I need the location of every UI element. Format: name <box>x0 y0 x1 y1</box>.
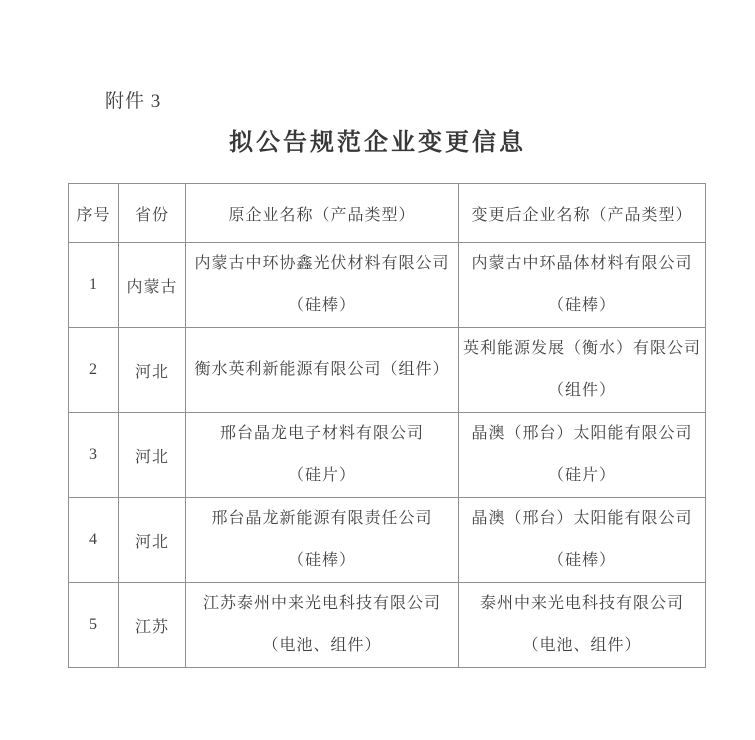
cell-seq-no: 3 <box>69 413 119 498</box>
header-old-name: 原企业名称（产品类型） <box>186 184 459 243</box>
cell-line: 内蒙古中环晶体材料有限公司 <box>471 255 693 272</box>
cell-new-name <box>459 413 706 498</box>
cell-seq-no: 2 <box>69 328 119 413</box>
page-title: 拟公告规范企业变更信息 <box>229 129 526 156</box>
cell-province: 河北 <box>119 498 186 583</box>
cell-new-name <box>459 498 706 583</box>
attachment-label: 附件 3 <box>105 91 162 112</box>
cell-new-name <box>459 328 706 413</box>
table-row <box>69 243 706 328</box>
header-province: 省份 <box>119 184 186 243</box>
table-header-row <box>69 184 706 243</box>
table-row <box>69 498 706 583</box>
cell-line: （硅棒） <box>287 297 356 314</box>
cell-line: （电池、组件） <box>522 637 642 654</box>
cell-line: 衡水英利新能源有限公司（组件） <box>194 361 450 378</box>
company-change-table <box>68 183 706 668</box>
cell-line: （硅棒） <box>287 552 356 569</box>
cell-new-name <box>459 583 706 668</box>
cell-old-name <box>186 498 459 583</box>
cell-old-name <box>186 583 459 668</box>
table-row <box>69 583 706 668</box>
cell-line: 泰州中来光电科技有限公司 <box>479 595 684 612</box>
cell-province: 江苏 <box>119 583 186 668</box>
table-row <box>69 413 706 498</box>
cell-seq-no: 5 <box>69 583 119 668</box>
cell-line: 晶澳（邢台）太阳能有限公司 <box>471 425 693 442</box>
cell-line: （组件） <box>547 382 616 399</box>
cell-province: 河北 <box>119 328 186 413</box>
cell-old-name <box>186 328 459 413</box>
cell-line: （电池、组件） <box>262 637 382 654</box>
cell-line: 邢台晶龙新能源有限责任公司 <box>211 510 433 527</box>
cell-line: （硅片） <box>547 467 616 484</box>
table-row <box>69 328 706 413</box>
cell-seq-no: 1 <box>69 243 119 328</box>
cell-line: 晶澳（邢台）太阳能有限公司 <box>471 510 693 527</box>
cell-old-name <box>186 243 459 328</box>
header-seq-no: 序号 <box>69 184 119 243</box>
cell-line: 英利能源发展（衡水）有限公司 <box>462 340 701 357</box>
cell-old-name <box>186 413 459 498</box>
cell-line: 内蒙古中环协鑫光伏材料有限公司 <box>194 255 450 272</box>
cell-new-name <box>459 243 706 328</box>
cell-line: 邢台晶龙电子材料有限公司 <box>219 425 424 442</box>
cell-line: 江苏泰州中来光电科技有限公司 <box>202 595 441 612</box>
header-new-name: 变更后企业名称（产品类型） <box>459 184 706 243</box>
cell-line: （硅棒） <box>547 297 616 314</box>
cell-line: （硅片） <box>287 467 356 484</box>
cell-province: 河北 <box>119 413 186 498</box>
cell-province: 内蒙古 <box>119 243 186 328</box>
cell-seq-no: 4 <box>69 498 119 583</box>
cell-line: （硅棒） <box>547 552 616 569</box>
